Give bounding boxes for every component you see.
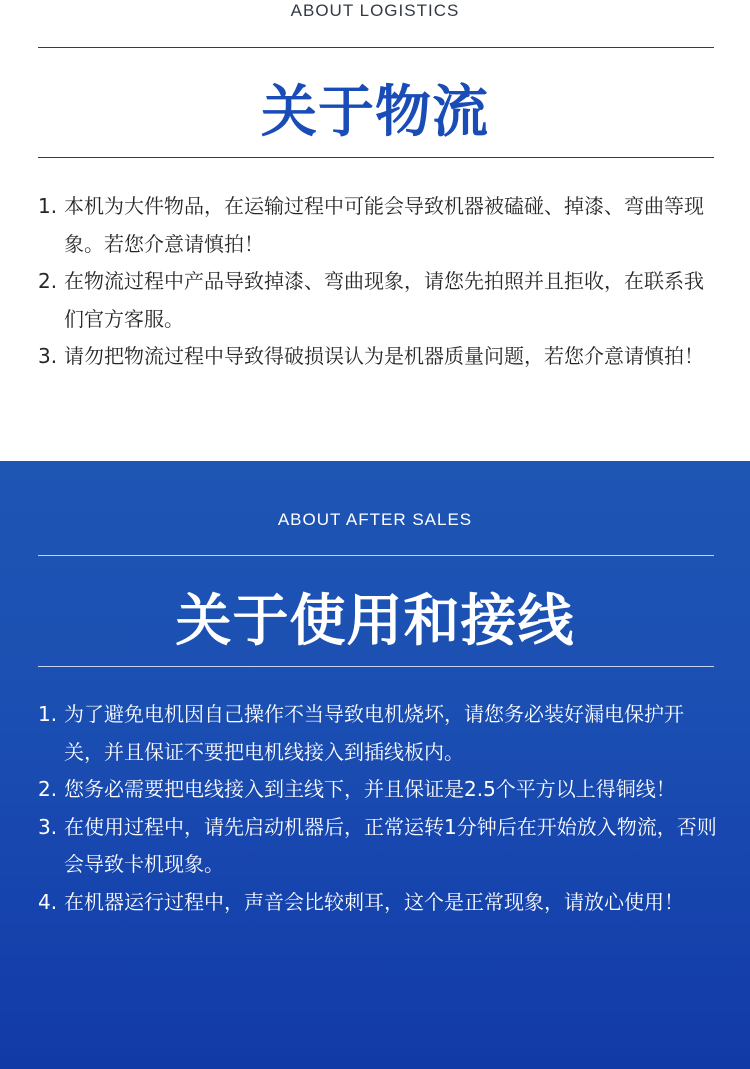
logistics-title: 关于物流 <box>261 80 489 145</box>
logistics-item <box>38 188 722 263</box>
item-number: 1. <box>38 702 58 726</box>
logistics-top-rule <box>38 47 714 48</box>
logistics-item <box>38 338 722 376</box>
aftersales-eyebrow: ABOUT AFTER SALES <box>277 510 473 529</box>
item-number: 1. <box>38 194 58 218</box>
aftersales-item <box>38 696 722 771</box>
aftersales-title: 关于使用和接线 <box>175 589 575 654</box>
logistics-section <box>0 0 750 461</box>
logistics-bottom-rule <box>38 157 714 158</box>
item-text: 在机器运行过程中，声音会比较刺耳，这个是正常现象，请放心使用！ <box>64 889 684 914</box>
aftersales-item <box>38 884 722 922</box>
logistics-list <box>38 188 722 376</box>
item-text: 本机为大件物品，在运输过程中可能会导致机器被磕碰、掉漆、弯曲等现象。若您介意请慎拍！ <box>64 194 704 256</box>
item-text: 为了避免电机因自己操作不当导致电机烧坏，请您务必装好漏电保护开关，并且保证不要把电机线接入到插线板内。 <box>64 702 684 764</box>
item-text: 在物流过程中产品导致掉漆、弯曲现象，请您先拍照并且拒收，在联系我们官方客服。 <box>64 269 704 331</box>
aftersales-item <box>38 809 722 884</box>
item-text: 您务必需要把电线接入到主线下，并且保证是2.5个平方以上得铜线！ <box>64 777 676 801</box>
aftersales-item <box>38 771 722 809</box>
logistics-item <box>38 263 722 338</box>
aftersales-bottom-rule <box>38 666 714 667</box>
item-number: 4. <box>38 889 58 914</box>
aftersales-top-rule <box>38 555 714 556</box>
item-number: 3. <box>38 814 58 839</box>
item-number: 3. <box>38 344 58 368</box>
item-number: 2. <box>38 777 58 801</box>
item-text: 在使用过程中，请先启动机器后，正常运转1分钟后在开始放入物流，否则会导致卡机现象。 <box>64 814 717 876</box>
item-number: 2. <box>38 269 58 293</box>
logistics-eyebrow: ABOUT LOGISTICS <box>290 1 460 20</box>
aftersales-list <box>38 696 722 921</box>
aftersales-section <box>0 461 750 1069</box>
item-text: 请勿把物流过程中导致得破损误认为是机器质量问题，若您介意请慎拍！ <box>64 344 704 368</box>
